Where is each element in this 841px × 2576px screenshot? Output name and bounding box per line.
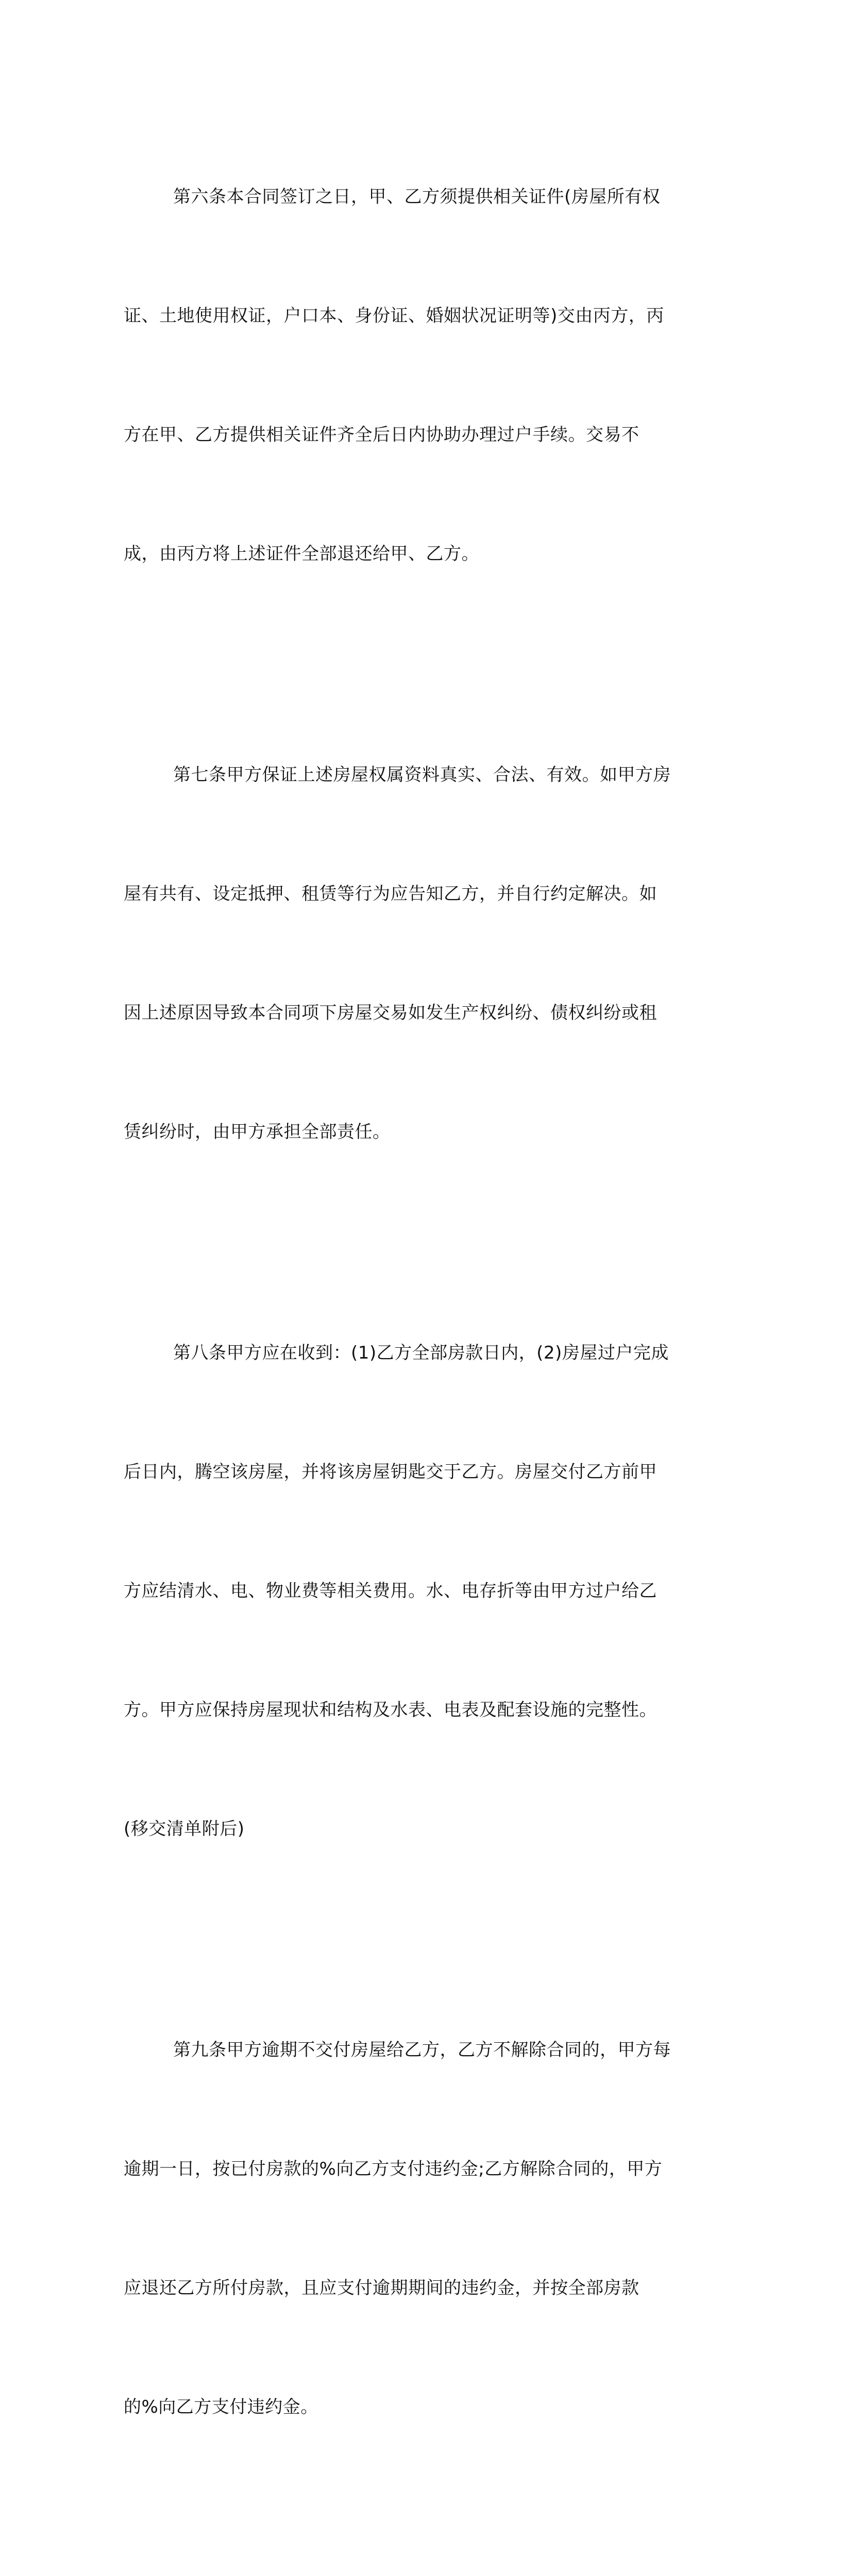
- clause-6-line-4: 成，由丙方将上述证件全部退还给甲、乙方。: [124, 544, 479, 564]
- clause-8-line-2: 后日内，腾空该房屋，并将该房屋钥匙交于乙方。房屋交付乙方前甲: [124, 1462, 657, 1482]
- clause-8-line-1: 第八条甲方应在收到：(1)乙方全部房款日内，(2)房屋过户完成: [173, 1343, 669, 1363]
- clause-7-line-2: 屋有共有、设定抵押、租赁等行为应告知乙方，并自行约定解决。如: [124, 884, 657, 904]
- document-body: [124, 98, 711, 2576]
- clause-8-line-5: (移交清单附后): [124, 1819, 245, 1839]
- clause-10-paragraph: [124, 2529, 711, 2576]
- clause-9-line-1: 第九条甲方逾期不交付房屋给乙方，乙方不解除合同的，甲方每: [173, 2040, 671, 2060]
- clause-8-paragraph: [124, 1254, 711, 1928]
- clause-6-line-3: 方在甲、乙方提供相关证件齐全后日内协助办理过户手续。交易不: [124, 425, 640, 445]
- clause-6-line-2: 证、土地使用权证，户口本、身份证、婚姻状况证明等)交由丙方，丙: [124, 306, 664, 326]
- clause-9-paragraph: [124, 1951, 711, 2506]
- clause-9-line-2: 逾期一日，按已付房款的%向乙方支付违约金;乙方解除合同的，甲方: [124, 2159, 663, 2179]
- clause-7-line-4: 赁纠纷时，由甲方承担全部责任。: [124, 1122, 391, 1142]
- clause-9-line-3: 应退还乙方所付房款，且应支付逾期期间的违约金，并按全部房款: [124, 2278, 640, 2298]
- clause-8-line-4: 方。甲方应保持房屋现状和结构及水表、电表及配套设施的完整性。: [124, 1700, 657, 1720]
- clause-6-paragraph: [124, 98, 711, 653]
- clause-7-line-3: 因上述原因导致本合同项下房屋交易如发生产权纠纷、债权纠纷或租: [124, 1003, 657, 1023]
- clause-8-line-3: 方应结清水、电、物业费等相关费用。水、电存折等由甲方过户给乙: [124, 1581, 657, 1601]
- clause-7-line-1: 第七条甲方保证上述房屋权属资料真实、合法、有效。如甲方房: [173, 765, 671, 785]
- clause-9-line-4: 的%向乙方支付违约金。: [124, 2397, 318, 2417]
- clause-7-paragraph: [124, 676, 711, 1231]
- clause-6-line-1: 第六条本合同签订之日，甲、乙方须提供相关证件(房屋所有权: [173, 187, 661, 207]
